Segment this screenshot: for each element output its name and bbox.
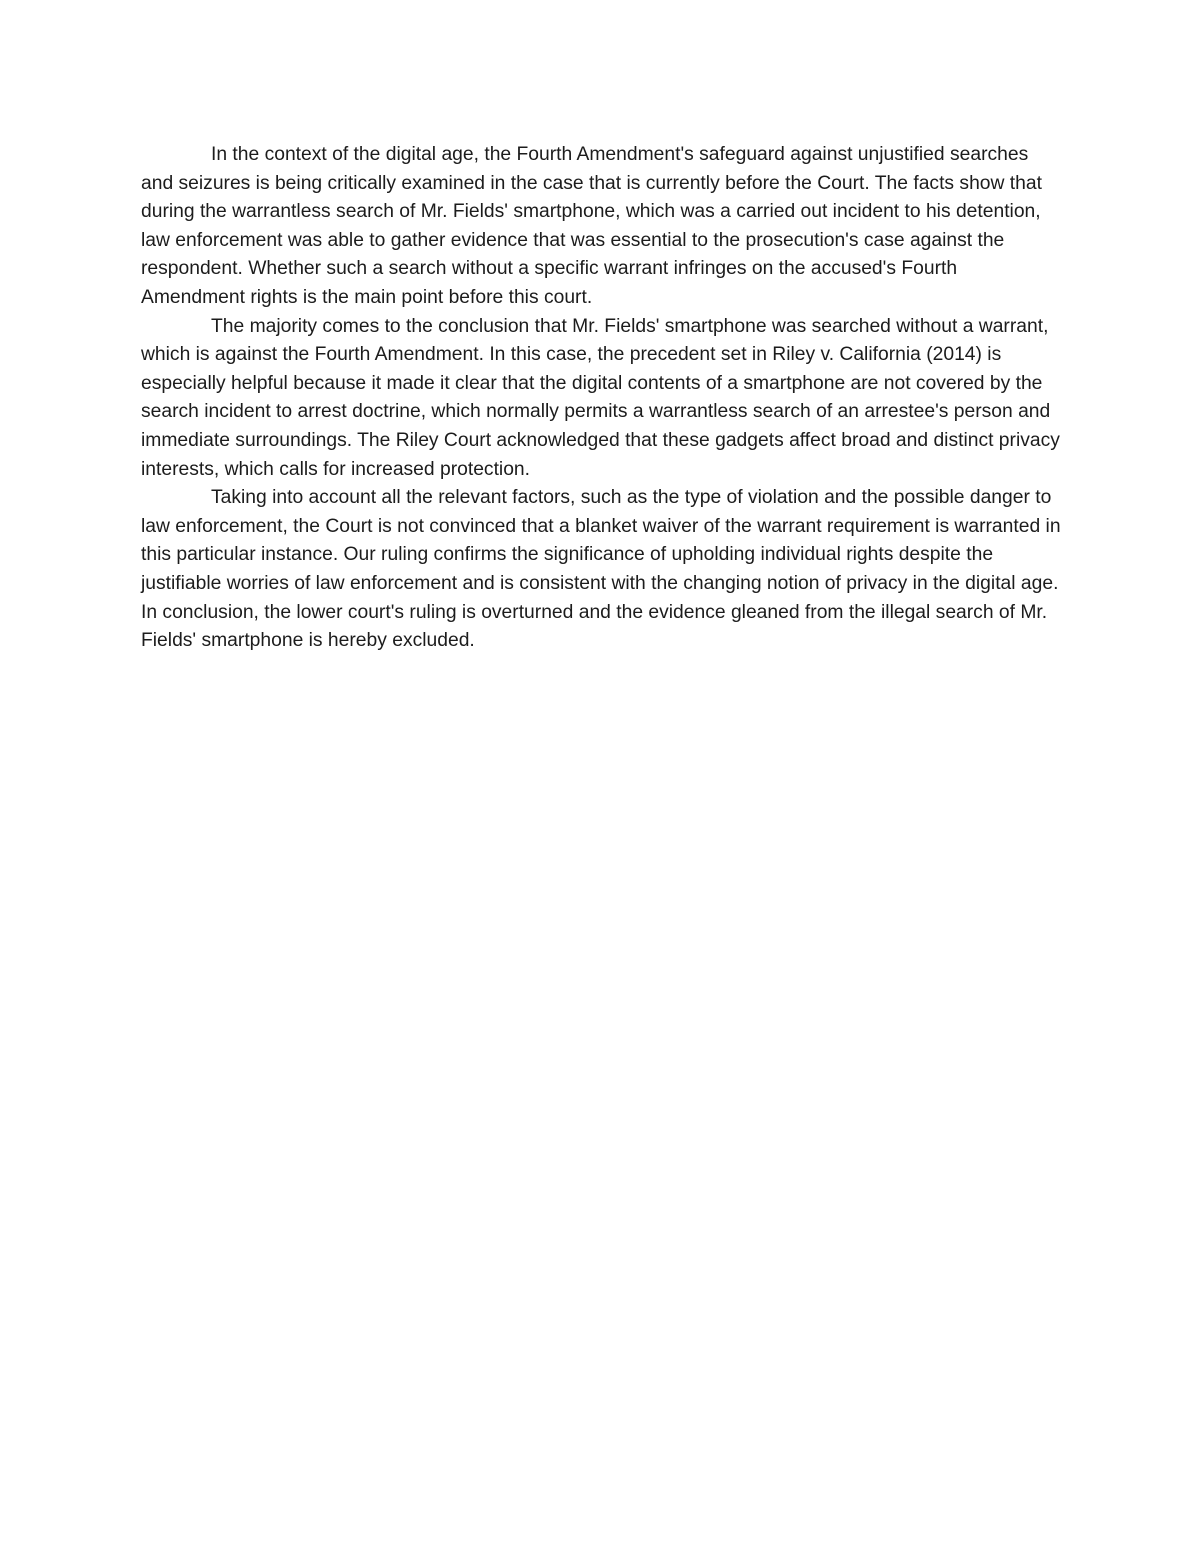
paragraph-3: Taking into account all the relevant factors, such as the type of violation and the possible danger to law enforcement, the Court is not convinced that a blanket waiver of the warrant requirement is warranted in this particular instance. Our ruling confirms the significance of upholding individual rights despite the justifiable worries of law enforcement and is consistent with the changing notion of privacy in the digital age. In conclusion, the lower court's ruling is overturned and the evidence gleaned from the illegal search of Mr. Fields' smartphone is hereby excluded. — [141, 487, 1061, 652]
document-body — [141, 141, 1061, 656]
paragraph-1: In the context of the digital age, the Fourth Amendment's safeguard against unjustified searches and seizures is being critically examined in the case that is currently before the Court. The facts show that during the warrantless search of Mr. Fields' smartphone, which was a carried out incident to his detention, law enforcement was able to gather evidence that was essential to the prosecution's case against the respondent. Whether such a search without a specific warrant infringes on the accused's Fourth Amendment rights is the main point before this court. — [141, 144, 1042, 308]
paragraph-2: The majority comes to the conclusion that Mr. Fields' smartphone was searched without a warrant, which is against the Fourth Amendment. In this case, the precedent set in Riley v. California (2014) is especially helpful because it made it clear that the digital contents of a smartphone are not covered by the search incident to arrest doctrine, which normally permits a warrantless search of an arrestee's person and immediate surroundings. The Riley Court acknowledged that these gadgets affect broad and distinct privacy interests, which calls for increased protection. — [141, 315, 1060, 480]
